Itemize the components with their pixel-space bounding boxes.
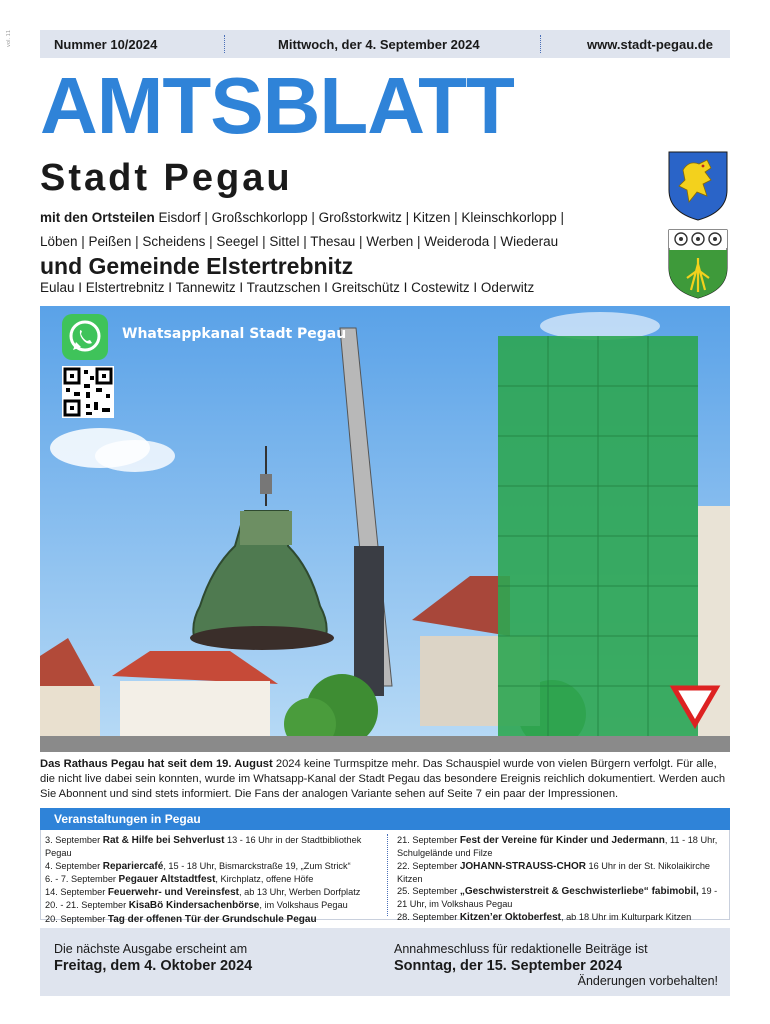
town-hall-illustration [40,306,730,752]
website-link[interactable]: www.stadt-pegau.de [587,37,713,52]
whatsapp-channel-label[interactable]: Whatsappkanal Stadt Pegau [122,326,347,342]
issue-number: Nummer 10/2024 [54,37,158,52]
ortsteile-line1: Eisdorf | Großschkorlopp | Großstorkwitz | Kitzen | Kleinschkorlopp | [158,210,564,225]
side-note: vol. 11 [6,30,12,47]
whatsapp-icon[interactable] [62,314,108,360]
events-column-left [45,834,385,926]
coat-of-arms-wheat-icon [667,228,729,300]
list-item: 22. September JOHANN-STRAUSS-CHOR 16 Uhr in der St. Nikolaikirche Kitzen [397,860,711,884]
list-item: 21. September Fest der Vereine für Kinder und Jedermann, 11 - 18 Uhr, Schulgelände und Filze [397,835,718,859]
caption-lead: Das Rathaus Pegau hat seit dem 19. August [40,758,273,770]
next-issue [54,942,252,974]
list-item: 3. September Rat & Hilfe bei Sehverlust 13 - 16 Uhr in der Stadtbibliothek Pegau [45,835,362,859]
events-box [40,830,730,925]
changes-note: Änderungen vorbehalten! [577,974,718,988]
next-issue-label: Die nächste Ausgabe erscheint am [54,942,248,956]
qr-code-icon[interactable] [62,366,114,418]
list-item: 6. - 7. September Pegauer Altstadtfest, Kirchplatz, offene Höfe [45,873,314,885]
events-column-right [397,834,729,924]
issue-bar [40,30,730,58]
list-item: 25. September „Geschwisterstreit & Geschwisterliebe“ fabimobil, 19 - 21 Uhr, im Volkshaus Pegau [397,886,718,910]
ortsteile-line2: Löben | Peißen | Scheidens | Seegel | Sittel | Thesau | Werben | Weideroda | Wiederau [40,234,559,249]
deadline-date: Sonntag, der 15. September 2024 [394,958,623,974]
elstertrebnitz-title: und Gemeinde Elstertrebnitz [40,253,354,279]
ortsteile-lead: mit den Ortsteilen [40,210,155,225]
caption-text: 2024 keine Turmspitze mehr. Das Schauspiel wurde von vielen Bürgern verfolgt. Für alle, die nicht live dabei sein konnten, wurde im Whatsapp-Kanal der Stadt Pegau das besondere Ereignis reichlich dokumentiert. Werden auch Sie Abonnent und sind stets informiert. Die Fans der analogen Variante sehen auf Seite 7 ein paar der Impressionen. [40,758,726,800]
list-item: 14. September Feuerwehr- und Vereinsfest, ab 13 Uhr, Werben Dorfplatz [45,887,361,899]
events-heading: Veranstaltungen in Pegau [40,808,730,830]
column-divider [387,834,388,916]
coat-of-arms-lion-icon [667,150,729,222]
list-item: 4. September Repariercafé, 15 - 18 Uhr, Bismarckstraße 19, „Zum Strick“ [45,860,351,872]
issue-date: Mittwoch, der 4. September 2024 [278,37,480,52]
photo-caption [40,757,730,802]
masthead-title: AMTSBLATT [40,61,514,150]
divider [540,35,541,53]
next-issue-date: Freitag, dem 4. Oktober 2024 [54,958,253,974]
cover-photo [40,306,730,752]
list-item: 28. September Kitzen’er Oktoberfest, ab 18 Uhr im Kulturpark Kitzen [397,911,692,923]
masthead-subtitle: Stadt Pegau [40,157,293,199]
elstertrebnitz-list: Eulau I Elstertrebnitz I Tannewitz I Trautzschen I Greitschütz I Costewitz I Oderwitz [40,280,535,295]
footer-box [40,928,730,996]
list-item: 20. September Tag der offenen Tür der Grundschule Pegau [45,913,317,925]
list-item: 20. - 21. September KisaBö Kindersachenbörse, im Volkshaus Pegau [45,900,348,912]
deadline [394,942,648,974]
ortsteile-list [40,206,660,254]
divider [224,35,225,53]
deadline-label: Annahmeschluss für redaktionelle Beiträge ist [394,942,648,956]
